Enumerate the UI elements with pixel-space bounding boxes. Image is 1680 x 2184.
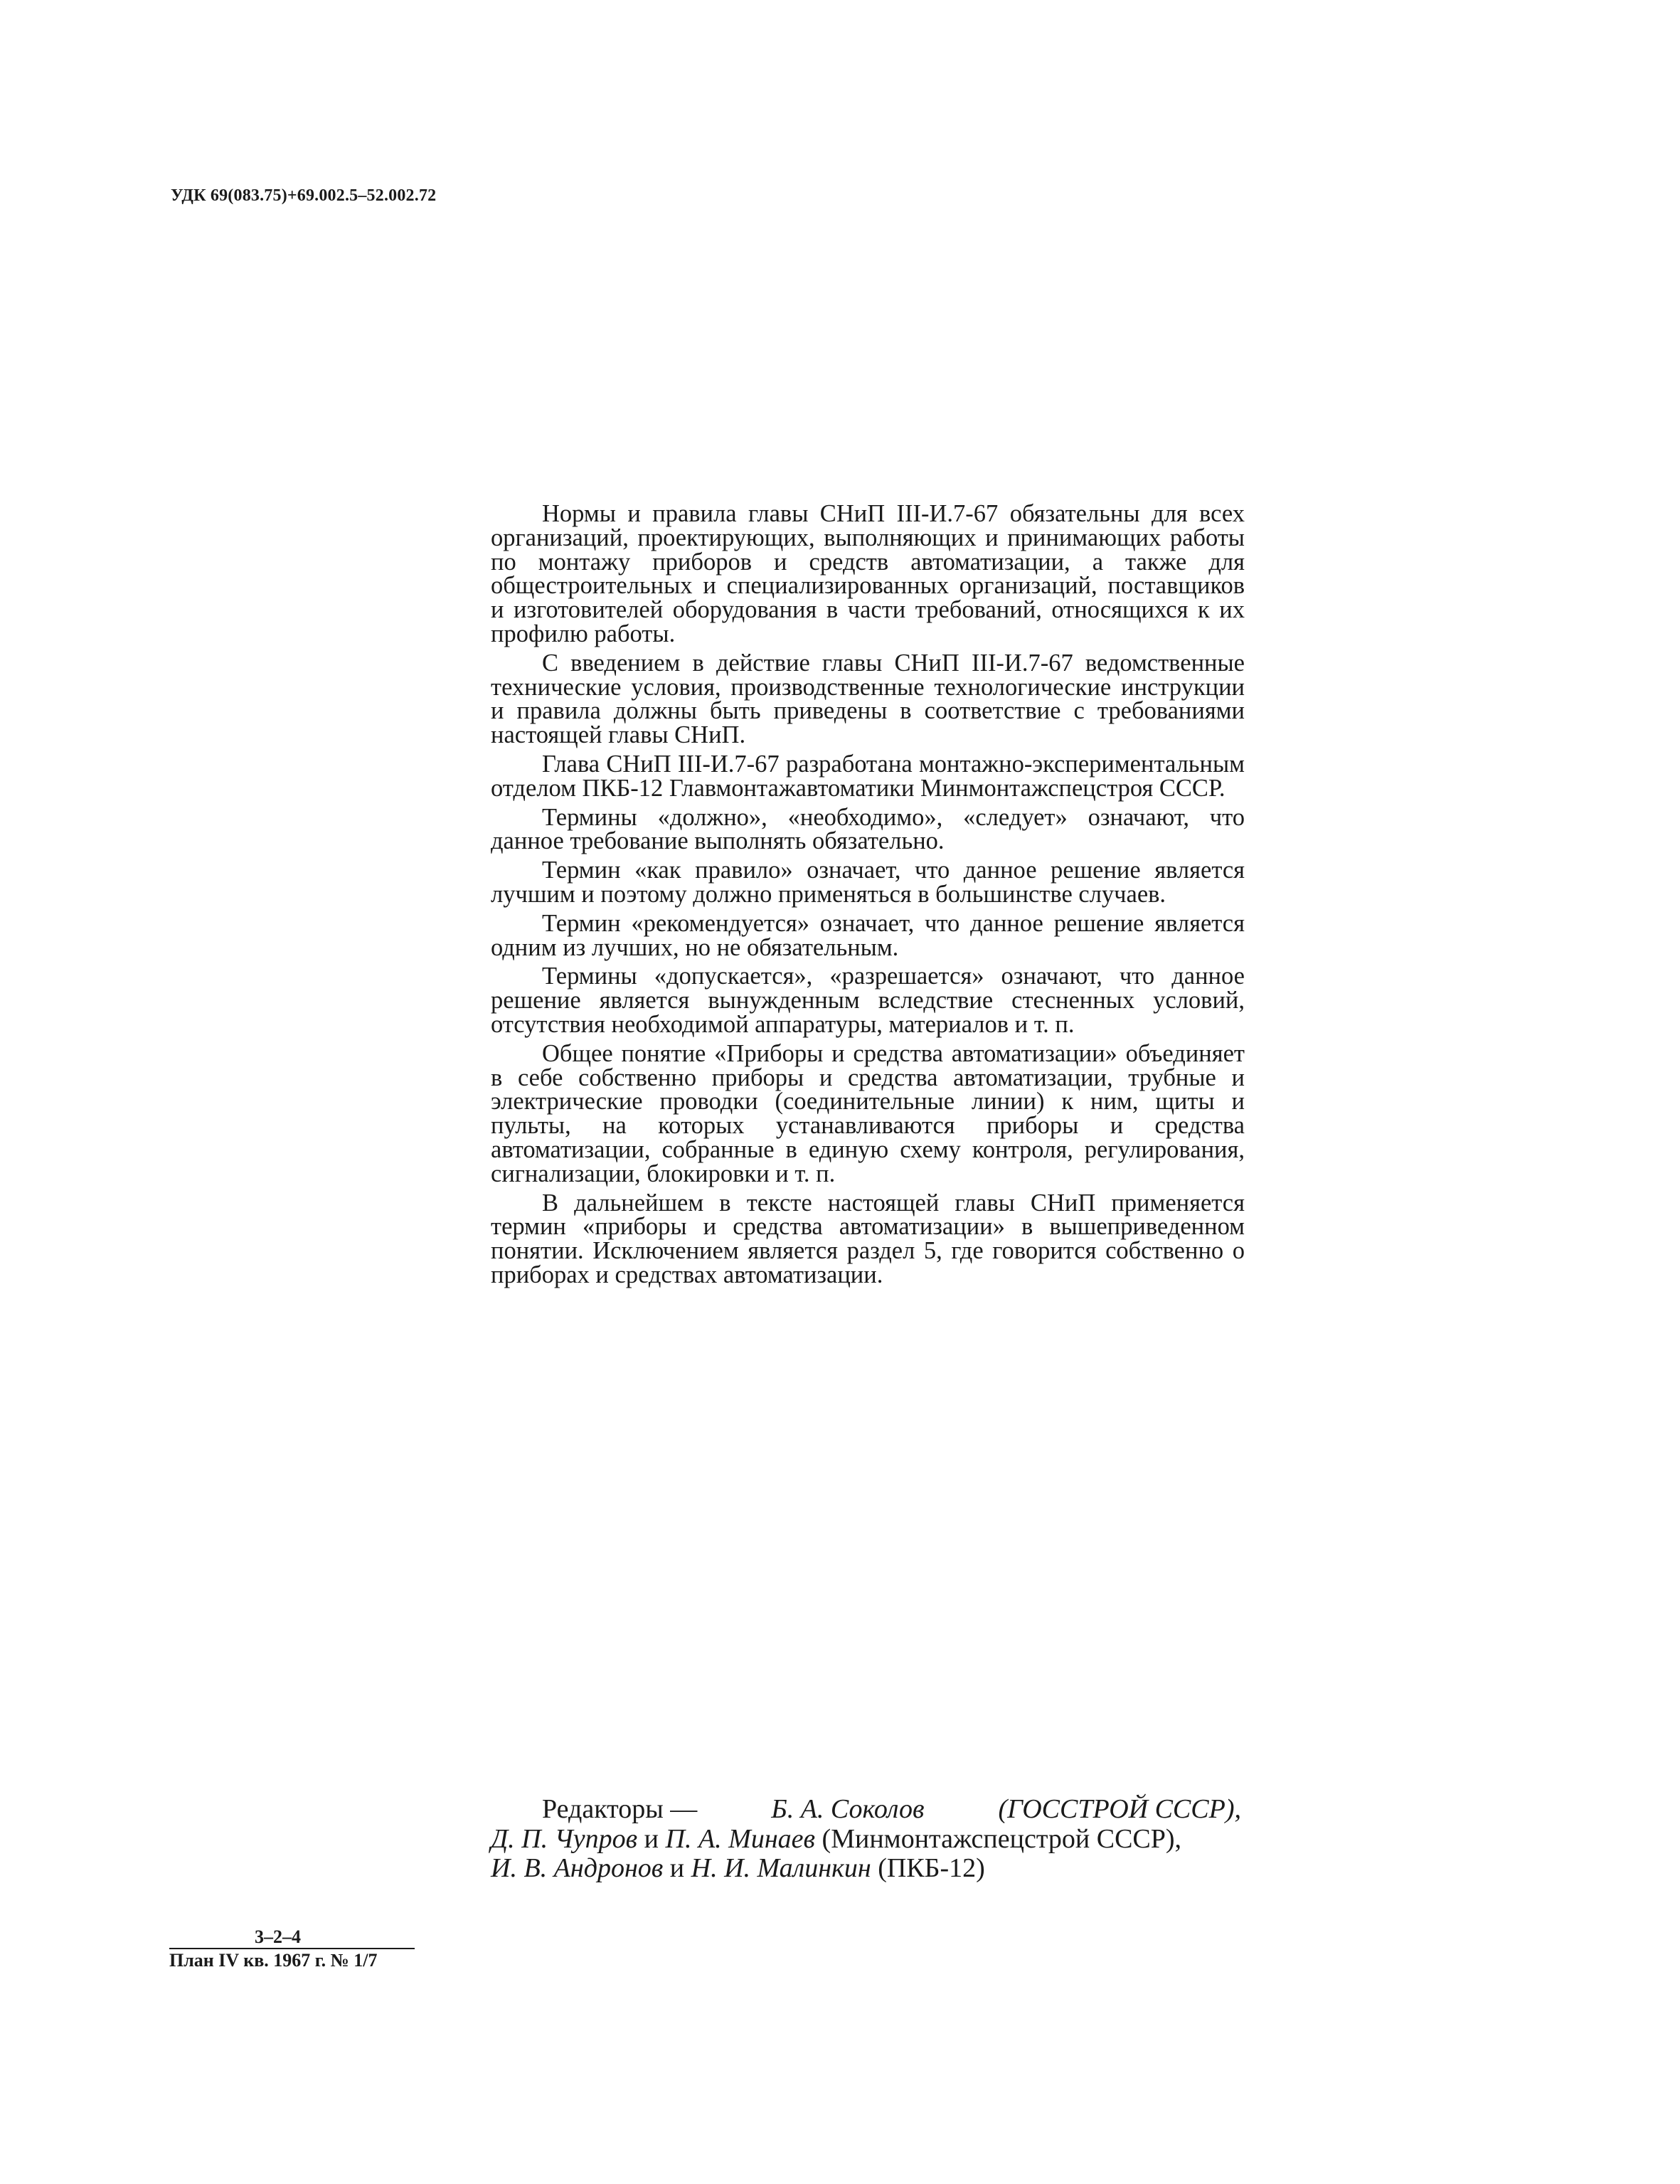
imprint-block	[169, 1926, 418, 1972]
editor-org-gosstroy: (ГОССТРОЙ СССР),	[998, 1794, 1241, 1824]
editors-line-2	[491, 1825, 1241, 1855]
editor-chuprov: Д. П. Чупров	[491, 1823, 638, 1854]
paragraph-9: В дальнейшем в тексте настоящей главы СНиП применяется термин «приборы и средства автоматизации» в вышеприведенном понятии. Исключением является раздел 5, где говорится собственно о приборах и средствах автоматизации.	[491, 1189, 1245, 1288]
paragraph-6: Термин «рекомендуется» означает, что данное решение является одним из лучших, но не обязательным.	[491, 909, 1245, 961]
paragraph-4: Термины «должно», «необходимо», «следует» означают, что данное требование выполнять обязательно.	[491, 803, 1245, 855]
imprint-plan: План IV кв. 1967 г. № 1/7	[169, 1950, 378, 1971]
editors-conjunction: и	[669, 1853, 685, 1883]
editors-block	[491, 1795, 1241, 1884]
editors-line-3	[491, 1854, 1241, 1884]
editor-org-minmontazh: (Минмонтажспецстрой СССР),	[822, 1823, 1182, 1854]
udk-code: УДК 69(083.75)+69.002.5–52.002.72	[171, 186, 437, 205]
editor-sokolov: Б. А. Соколов	[771, 1794, 925, 1824]
editor-org-pkb: (ПКБ-12)	[878, 1853, 985, 1883]
preface-text	[491, 502, 1245, 1288]
paragraph-8: Общее понятие «Приборы и средства автоматизации» объединяет в себе собственно приборы и средства автоматизации, трубные и электрические проводки (соединительные линии) к ним, щиты и пульты, на которых устанавливаются приборы и средства автоматизации, собранные в единую схему контроля, регулирования, сигнализации, блокировки и т. п.	[491, 1039, 1245, 1187]
paragraph-3: Глава СНиП III-И.7-67 разработана монтажно-экспериментальным отделом ПКБ-12 Главмонтажавтоматики Минмонтажспецстроя СССР.	[491, 750, 1245, 802]
editors-line-1	[491, 1795, 1241, 1825]
paragraph-1: Нормы и правила главы СНиП III-И.7-67 обязательны для всех организаций, проектирующих, выполняющих и принимающих работы по монтажу приборов и средств автоматизации, а также для общестроительных и специализированных организаций, поставщиков и изготовителей оборудования в части требований, относящихся к их профилю работы.	[491, 500, 1245, 647]
paragraph-5: Термин «как правило» означает, что данное решение является лучшим и поэтому должно применяться в большинстве случаев.	[491, 857, 1245, 908]
editors-conjunction: и	[644, 1823, 659, 1854]
editor-malinkin: Н. И. Малинкин	[691, 1853, 871, 1883]
paragraph-2: С введением в действие главы СНиП III-И.7-67 ведомственные технические условия, производственные технологические инструкции и правила должны быть приведены в соответствие с требованиями настоящей главы СНиП.	[491, 649, 1245, 749]
editor-minaev: П. А. Минаев	[665, 1823, 816, 1854]
editor-andronov: И. В. Андронов	[491, 1853, 664, 1883]
paragraph-7: Термины «допускается», «разрешается» означают, что данное решение является вынужденным вследствие стесненных условий, отсутствия необходимой аппаратуры, материалов и т. п.	[491, 963, 1245, 1038]
imprint-code: 3–2–4	[169, 1926, 415, 1949]
editors-label: Редакторы —	[542, 1794, 698, 1824]
